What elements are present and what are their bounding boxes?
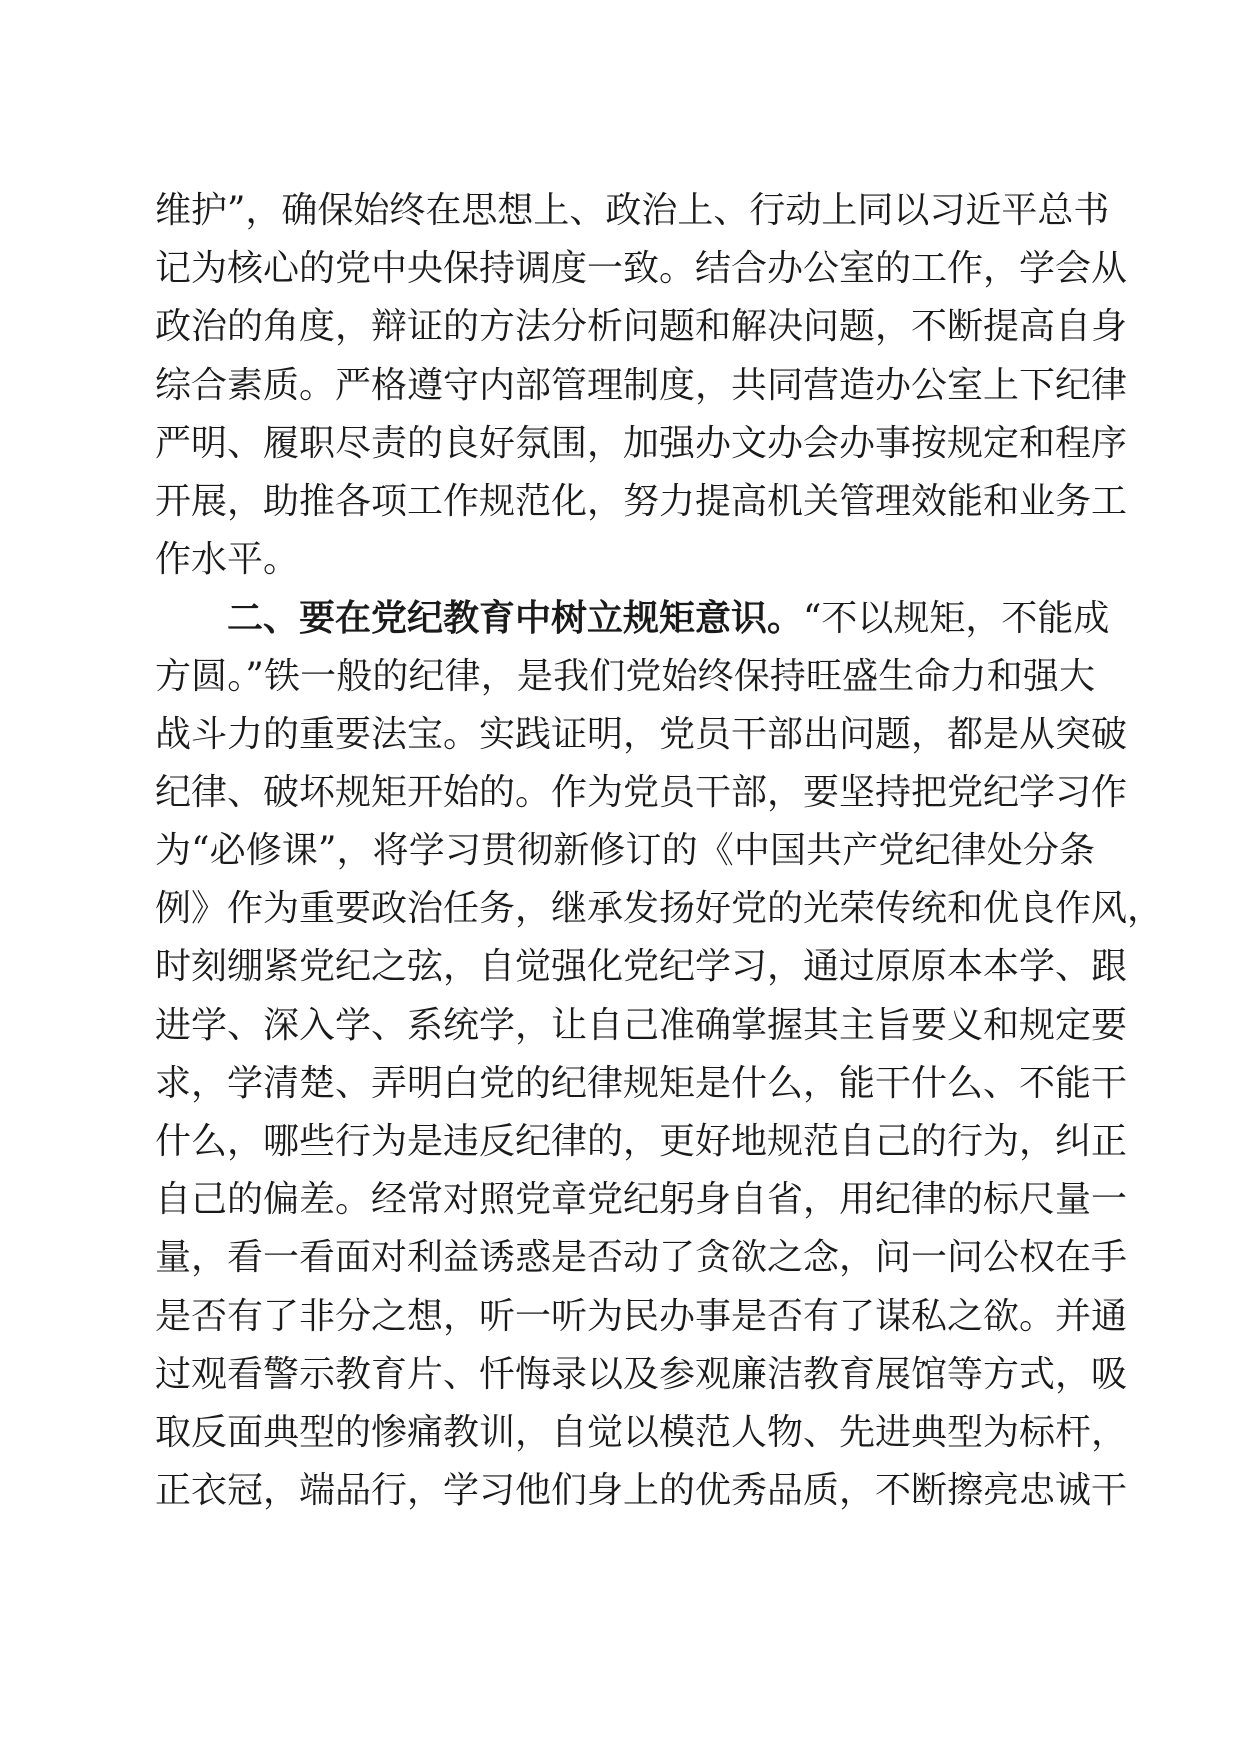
paragraph-2 [155, 589, 1164, 1520]
text-line: 开展，助推各项工作规范化，努力提高机关管理效能和业务工 [155, 480, 1128, 522]
text-line: 什么，哪些行为是违反纪律的，更好地规范自己的行为，纠正 [155, 1121, 1128, 1162]
text-line: 求，学清楚、弄明白党的纪律规矩是什么，能干什么、不能干 [155, 1062, 1128, 1104]
text-line: 方圆。”铁一般的纪律，是我们党始终保持旺盛生命力和强大 [155, 655, 1095, 697]
paragraph-1 [155, 182, 1128, 589]
text-line: 时刻绷紧党纪之弦，自觉强化党纪学习，通过原原本本学、跟 [155, 946, 1128, 988]
text-line: 取反面典型的惨痛教训，自觉以模范人物、先进典型为标杆， [155, 1411, 1128, 1453]
text-line: 政治的角度，辩证的方法分析问题和解决问题，不断提高自身 [155, 306, 1128, 348]
text-line: 正衣冠，端品行，学习他们身上的优秀品质，不断擦亮忠诚干 [155, 1470, 1128, 1512]
section-heading: 二、要在党纪教育中树立规矩意识。 [227, 597, 804, 640]
text-line: 过观看警示教育片、忏悔录以及参观廉洁教育展馆等方式，吸 [155, 1353, 1128, 1395]
text-line: 进学、深入学、系统学，让自己准确掌握其主旨要义和规定要 [155, 1004, 1128, 1046]
text-line: 严明、履职尽责的良好氛围，加强办文办会办事按规定和程序 [155, 422, 1128, 464]
text-line: 是否有了非分之想，听一听为民办事是否有了谋私之欲。并通 [155, 1295, 1128, 1337]
quote-start: “不以规矩，不能成 [803, 598, 1110, 640]
text-line: 自己的偏差。经常对照党章党纪躬身自省，用纪律的标尺量一 [155, 1179, 1128, 1221]
text-line: 纪律、破坏规矩开始的。作为党员干部，要坚持把党纪学习作 [155, 771, 1128, 813]
document-body [155, 182, 1164, 1520]
text-line: 量，看一看面对利益诱惑是否动了贪欲之念，问一问公权在手 [155, 1237, 1128, 1279]
text-line: 战斗力的重要法宝。实践证明，党员干部出问题，都是从突破 [155, 713, 1128, 755]
text-line: 记为核心的党中央保持调度一致。结合办公室的工作，学会从 [155, 248, 1128, 290]
text-line: 为“必修课”，将学习贯彻新修订的《中国共产党纪律处分条 [155, 830, 1095, 872]
text-line: 综合素质。严格遵守内部管理制度，共同营造办公室上下纪律 [155, 364, 1128, 406]
paragraph-2-first-line [155, 589, 1110, 647]
text-line: 维护”，确保始终在思想上、政治上、行动上同以习近平总书 [155, 190, 1110, 231]
text-line: 作水平。 [155, 539, 300, 581]
text-line: 例》作为重要政治任务，继承发扬好党的光荣传统和优良作风， [155, 888, 1164, 930]
